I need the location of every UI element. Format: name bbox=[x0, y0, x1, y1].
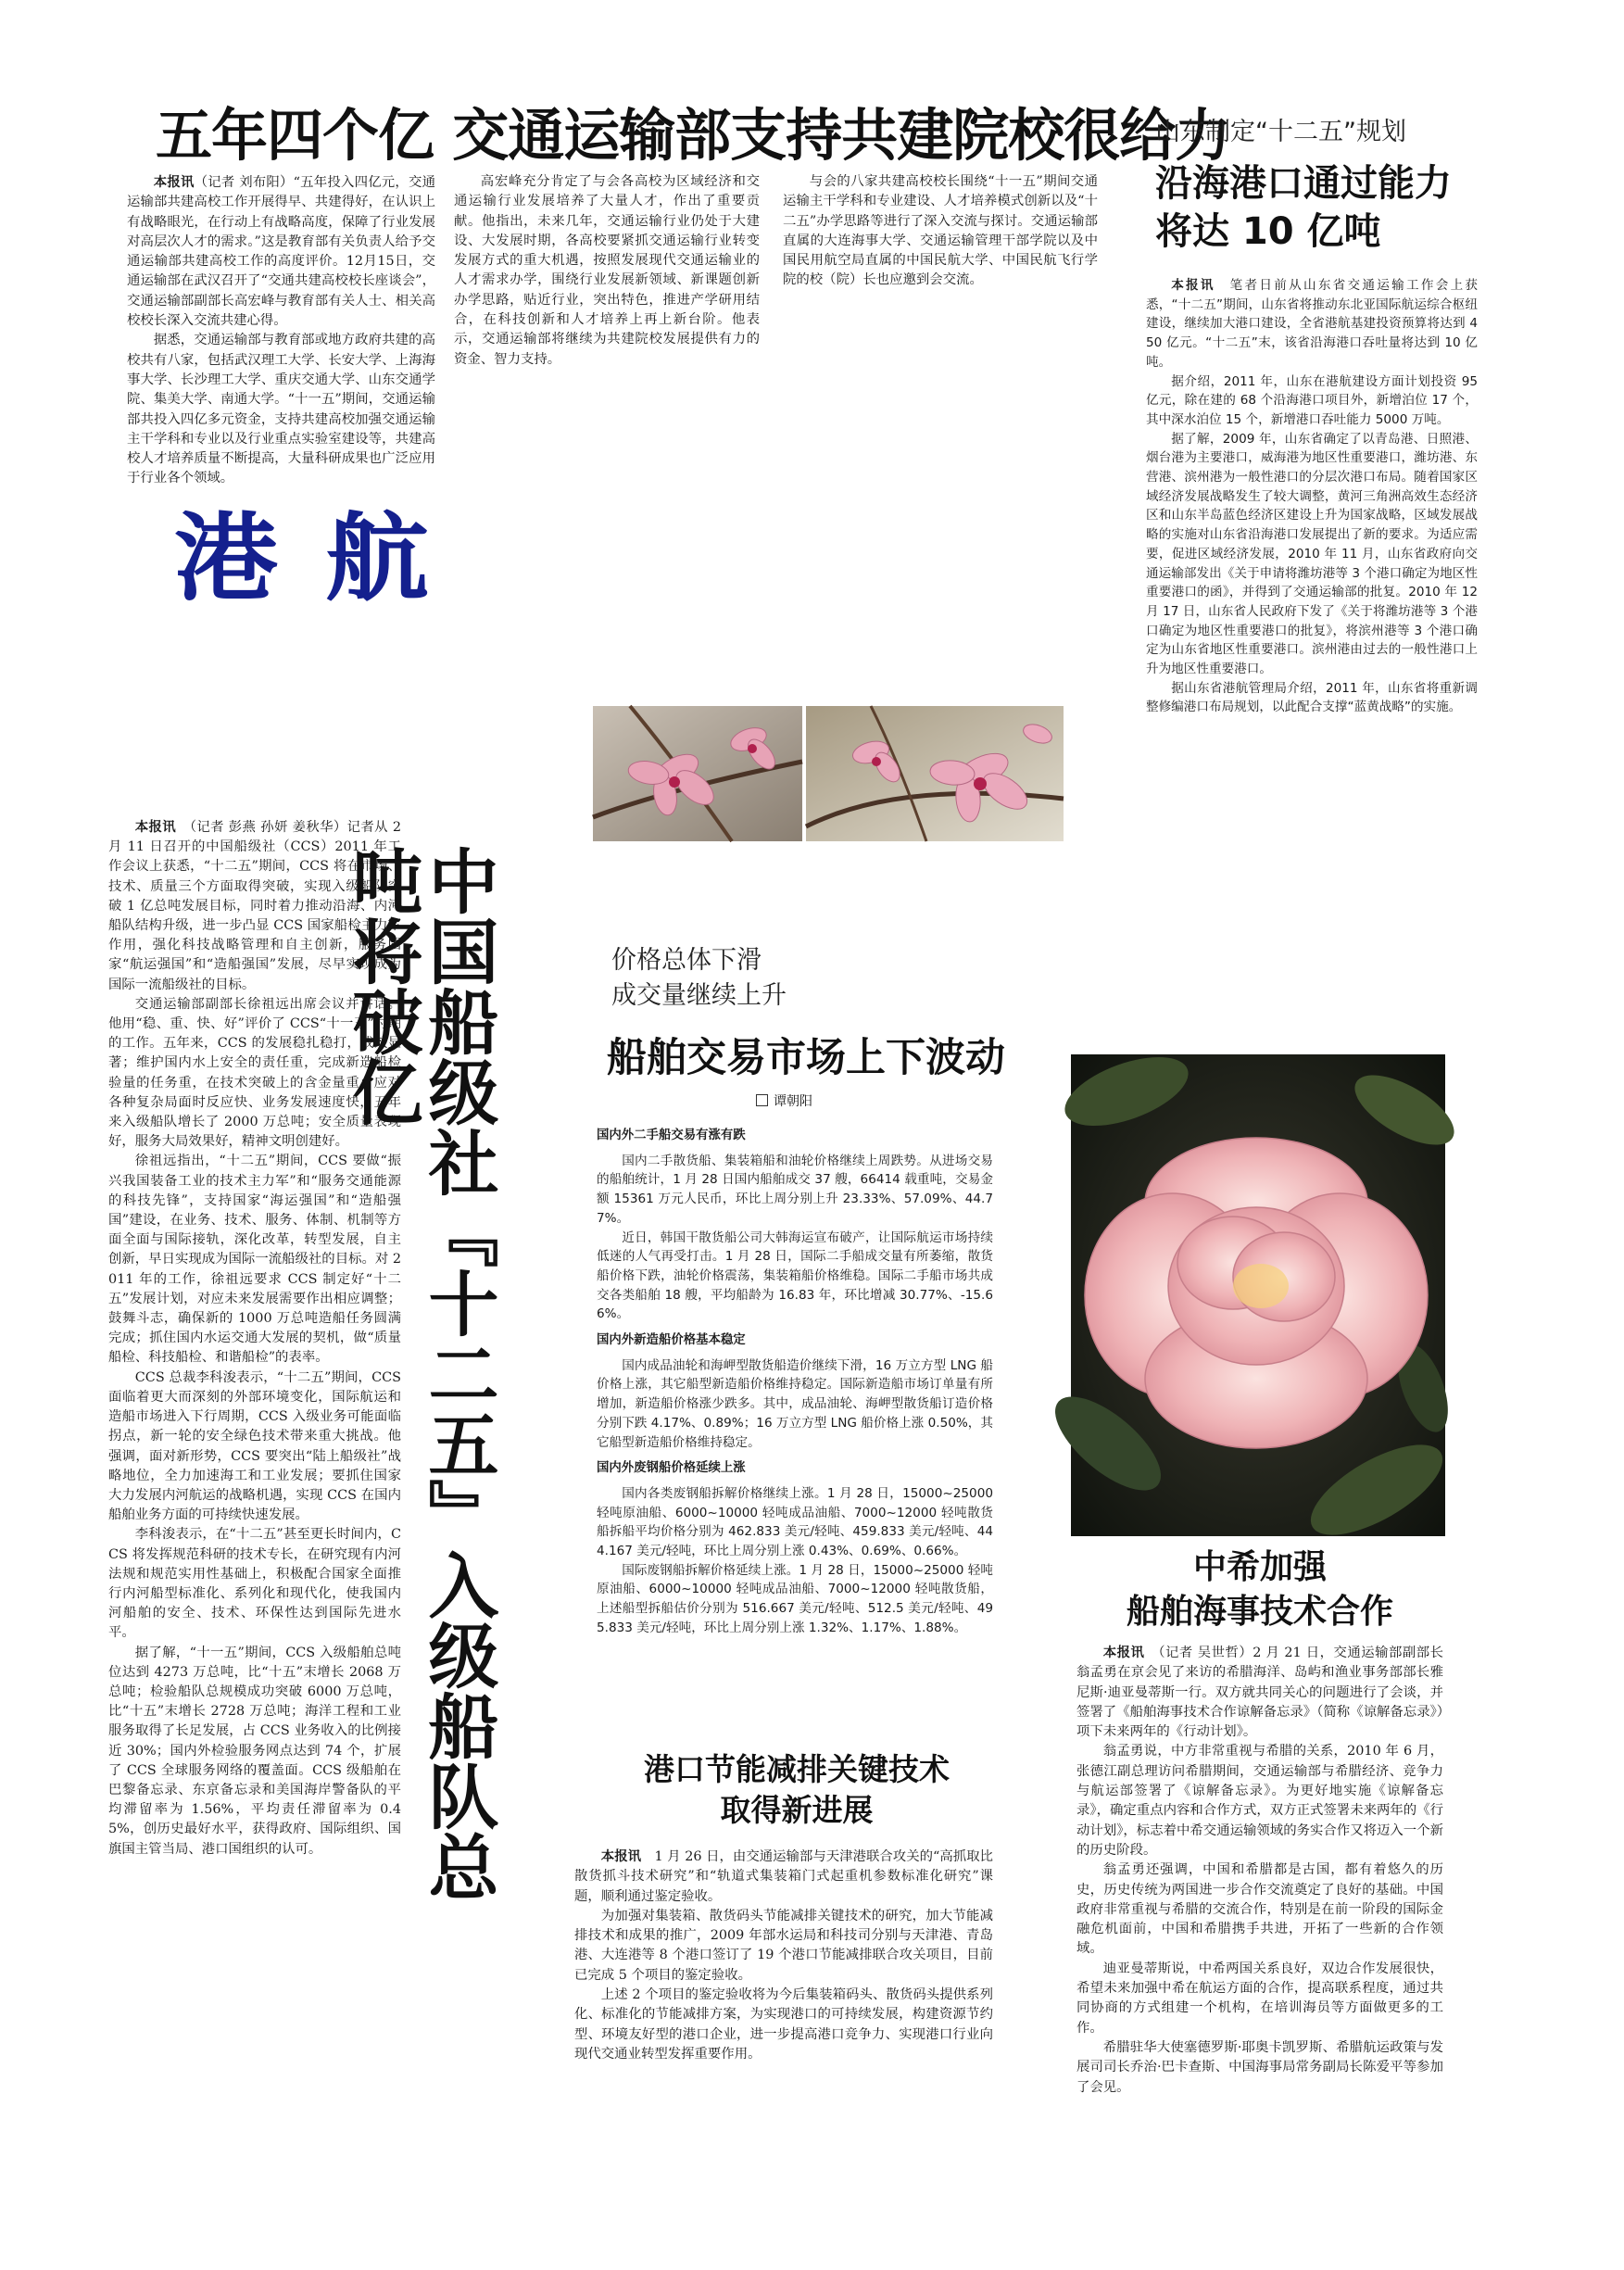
article2-paragraph-3: 据了解，2009 年，山东省确定了以青岛港、日照港、烟台港为主要港口，威海港为地区性重要港口，潍坊港、东营港、滨州港为一般性港口的分层次港口布局。随着国家区域经济发展战略发生了较大调整，黄河三角洲高效生态经济区和山东半岛蓝色经济区建设上升为国家战略，区域发展战略的实施对山东省沿海港口发展提出了新的要求。为适应需要，促进区域经济发展，2010 年 11 月，山东省政府向交通运输部发出《关于申请将潍坊港等 3 个港口确定为地区性重要港口的函》，并得到了交通运输部的批复。2010 年 12 月 17 日，山东省人民政府下发了《关于将潍坊港等 3 个港口确定为地区性重要港口的批复》，将滨州港等 3 个港口确定为山东省地区性重要港口。滨州港由过去的一般性港口上升为地区性重要港口。 bbox=[1146, 431, 1478, 677]
article4-author bbox=[756, 1091, 812, 1110]
article2-paragraph-2: 据介绍，2011 年，山东在港航建设方面计划投资 95 亿元，除在建的 68 个沿海港口项目外，新增泊位 17 个，其中深水泊位 15 个，新增港口吞吐能力 5000 万吨。 bbox=[1146, 373, 1478, 427]
article4-paragraph-2: 近日，韩国干散货船公司大韩海运宣布破产，让国际航运市场持续低迷的人气再受打击。1 月 28 日，国际二手船成交量有所萎缩，散货船价格下跌，油轮价格震荡，集装箱船价格维稳。国际二手船市场共成交各类船舶 18 艘，平均船龄为 16.83 年，环比增减 30.77%、-15.66%。 bbox=[597, 1230, 993, 1322]
camellia-illustration bbox=[1071, 1054, 1445, 1536]
article4-paragraph-3: 国内成品油轮和海岬型散货船造价继续下滑，16 万立方型 LNG 船价格上涨，其它船型新造船价格维持稳定。国际新造船市场订单量有所增加，新造船价格涨少跌多。其中，成品油轮、海岬型散货船订造价格分别下跌 4.17%、0.89%；16 万立方型 LNG 船价格上涨 0.50%，其它船型新造船价格维持稳定。 bbox=[597, 1357, 993, 1450]
article3-vertical-title: 中国船级社『十二五』入级船队总吨将破亿 bbox=[341, 845, 499, 1901]
article2-title bbox=[1155, 159, 1452, 256]
article4-subheading-2: 国内外新造船价格基本稳定 bbox=[597, 1333, 746, 1348]
article6-title-line-1: 中希加强 bbox=[1192, 1548, 1327, 1586]
article4-subheading-1: 国内外二手船交易有涨有跌 bbox=[597, 1129, 746, 1142]
article6-paragraph-4: 迪亚曼蒂斯说，中希两国关系良好，双边合作发展很快，希望未来加强中希在航运方面的合作，提高联系程度，通过共同协商的方式组建一个机构，在培训海员等方面做更多的工作。 bbox=[1076, 1961, 1443, 2036]
article5-title-line-1: 港口节能减排关键技术 bbox=[644, 1751, 950, 1787]
article5-body bbox=[574, 1847, 993, 2064]
byline-tag: 本报讯 bbox=[134, 819, 177, 835]
byline-tag: 本报讯 bbox=[1171, 278, 1215, 293]
article6-paragraph-5: 希腊驻华大使塞德罗斯·耶奥卡凯罗斯、希腊航运政策与发展司司长乔治·巴卡查斯、中国海事局常务副局长陈爱平等参加了会见。 bbox=[1076, 2039, 1443, 2095]
article1-paragraph-1: “五年投入四亿元，交通运输部共建高校工作开展得早、共建得好，在认识上有战略眼光，在行动上有战略高度，保障了行业发展对高层次人才的需求。”这是教育部有关负责人给予交通运输部共建高校工作的高度评价。12月15日，交通运输部在武汉召开了“交通共建高校校长座谈会”，交通运输部副部长高宏峰与教育部有关人士、相关高校校长深入交流共建心得。 bbox=[127, 175, 435, 329]
article1-col1 bbox=[127, 172, 435, 489]
article2-title-line-1: 沿海港口通过能力 bbox=[1155, 162, 1452, 205]
article1-paragraph-2: 据悉，交通运输部与教育部或地方政府共建的高校共有八家，包括武汉理工大学、长安大学、上海海事大学、长沙理工大学、重庆交通大学、山东交通学院、集美大学、南通大学。“十一五”期间，交通运输部共投入四亿多元资金，支持共建高校加强交通运输主干学科和专业以及行业重点实验室建设等，共建高校人才培养质量不断提高，大量科研成果也广泛应用于行业各个领域。 bbox=[127, 333, 435, 486]
article2-body bbox=[1146, 276, 1478, 717]
article2-paragraph-4: 据山东省港航管理局介绍，2011 年，山东省将重新调整修编港口布局规划，以此配合支撑“蓝黄战略”的实施。 bbox=[1146, 680, 1478, 715]
article6-paragraph-1: 2 月 21 日，交通运输部副部长翁孟勇在京会见了来访的希腊海洋、岛屿和渔业事务部部长雅尼斯·迪亚曼蒂斯一行。双方就共同关心的问题进行了会谈，并签署了《船舶海事技术合作谅解备忘录》（简称《谅解备忘录》）项下未来两年的《行动计划》。 bbox=[1076, 1646, 1443, 1740]
section-label: 港 航 bbox=[174, 503, 434, 614]
article6-body bbox=[1076, 1643, 1443, 2098]
article5-title bbox=[574, 1749, 1019, 1831]
byline-reporter: （记者 彭燕 孙妍 姜秋华） bbox=[189, 820, 347, 835]
plum-blossom-illustration bbox=[593, 706, 1064, 841]
article4-author-name: 谭朝阳 bbox=[774, 1094, 812, 1109]
article3-paragraph-4: CCS 总裁李科浚表示，“十二五”期间，CCS 面临着更大而深刻的外部环境变化，国际航运和造船市场进入下行周期，CCS 入级业务可能面临拐点，新一轮的安全绿色技术带来重大挑战。他强调，面对新形势，CCS 要突出“陆上船级社”战略地位，全力加速海工和工业发展；要抓住国家大力发展内河航运的战略机遇，实现 CCS 在国内船舶业务方面的可持续快速发展。 bbox=[108, 1369, 401, 1523]
article3-paragraph-6: 据了解，“十一五”期间，CCS 入级船舶总吨位达到 4273 万总吨，比“十五”末增长 2068 万总吨；检验船队总规模成功突破 6000 万总吨，比“十五”末增长 2728 万总吨；海洋工程和工业服务取得了长足发展，占 CCS 业务收入的比例接近 30%；国内外检验服务网点达到 74 个，扩展了 CCS 全球服务网络的覆盖面。CCS 级船舶在巴黎备忘录、东京备忘录和美国海岸警备队的平均滞留率为 1.56%，平均责任滞留率为 0.45%，创历史最好水平，获得政府、国际组织、国旗国主管当局、港口国组织的认可。 bbox=[108, 1645, 401, 1857]
article3-paragraph-1: 记者从 2 月 11 日召开的中国船级社（CCS）2011 年工作会议上获悉，“十二五”期间，CCS 将在市场、技术、质量三个方面取得突破，实现入级船队突破 1 亿总吨发展目标，同时着力推动沿海、内河船队结构升级，进一步凸显 CCS 国家船检主力军作用，强化科技战略管理和自主创新，服务国家“航运强国”和“造船强国”发展，尽早实现成为国际一流船级社的目标。 bbox=[108, 820, 401, 992]
article1-paragraph-3: 高宏峰充分肯定了与会各高校为区域经济和交通运输行业发展培养了大量人才，作出了重要贡献。他指出，未来几年，交通运输行业仍处于大建设、大发展时期，各高校要紧抓交通运输行业转变发展方式的重大机遇，按照发展现代交通运输业的人才需求办学，围绕行业发展新领域、新课题创新办学思路，贴近行业，突出特色，推进产学研用结合，在科技创新和人才培养上再上新台阶。他表示，交通运输部将继续为共建院校发展提供有力的资金、智力支持。 bbox=[454, 174, 760, 367]
article5-paragraph-2: 为加强对集装箱、散货码头节能减排关键技术的研究，加大节能减排技术和成果的推广，2009 年部水运局和科技司分别与天津港、青岛港、大连港等 8 个港口签订了 19 个港口节能减排联合攻关项目，目前已完成 5 个项目的鉴定验收。 bbox=[574, 1908, 993, 1983]
article3-paragraph-5: 李科浚表示，在“十二五”甚至更长时间内，CCS 将发挥规范科研的技术专长，在研究现有内河法规和规范实用性基础上，积极配合国家全面推行内河船型标准化、系列化和现代化，使我国内河船舶的安全、技术、环保性达到国际先进水平。 bbox=[108, 1527, 401, 1641]
article4-body bbox=[597, 1119, 993, 1638]
article1-col3 bbox=[783, 172, 1098, 291]
article4-title: 船舶交易市场上下波动 bbox=[607, 1035, 1005, 1081]
article4-paragraph-4: 国内各类废钢船拆解价格继续上涨。1 月 28 日，15000~25000 轻吨原油船、6000~10000 轻吨成品油船、7000~12000 轻吨散货船拆船平均价格分别为 462.833 美元/轻吨、459.833 美元/轻吨、444.167 美元/轻吨，环比上周分别上涨 0.43%、0.69%、0.66%。 bbox=[597, 1485, 993, 1559]
camellia-photo bbox=[1071, 1054, 1445, 1536]
article1-col2 bbox=[454, 172, 760, 370]
article4-kicker bbox=[611, 943, 787, 1014]
article1-title: 五年四个亿 交通运输部支持共建院校很给力 bbox=[156, 103, 1231, 169]
byline-tag: 本报讯 bbox=[153, 174, 195, 190]
byline-tag: 本报讯 bbox=[1102, 1645, 1145, 1660]
byline-square-icon bbox=[756, 1094, 768, 1106]
article5-paragraph-3: 上述 2 个项目的鉴定验收将为今后集装箱码头、散货码头提供系列化、标准化的节能减排方案，为实现港口的可持续发展，构建资源节约型、环境友好型的港口企业，进一步提高港口竞争力、实现港口行业向现代交通业转型发挥重要作用。 bbox=[574, 1987, 993, 2062]
article6-paragraph-2: 翁孟勇说，中方非常重视与希腊的关系，2010 年 6 月，张德江副总理访问希腊期间，交通运输部与希腊经济、竞争力与航运部签署了《谅解备忘录》。为更好地实施《谅解备忘录》，确定重点内容和合作方式，双方正式签署未来两年的《行动计划》，标志着中希交通运输领域的务实合作又将迈入一个新的历史阶段。 bbox=[1076, 1744, 1443, 1858]
article4-kicker-line-1: 价格总体下滑 bbox=[611, 946, 762, 975]
article6-title-line-2: 船舶海事技术合作 bbox=[1126, 1593, 1393, 1631]
article3-paragraph-2: 交通运输部副部长徐祖远出席会议并讲话。他用“稳、重、快、好”评价了 CCS“十一五”时期的工作。五年来，CCS 的发展稳扎稳打，成效显著；维护国内水上安全的责任重，完成新造船检验量的任务重，在技术突破上的含金量重；应对各种复杂局面时反应快、业务发展速度快，五年来入级船队增长了 2000 万总吨；安全质量表现好，服务大局效果好，精神文明创建好。 bbox=[108, 996, 401, 1150]
article5-title-line-2: 取得新进展 bbox=[720, 1792, 874, 1828]
article1-paragraph-4: 与会的八家共建高校校长围绕“十一五”期间交通运输主干学科和专业建设、人才培养模式创新以及“十二五”办学思路等进行了深入交流与探讨。交通运输部直属的大连海事大学、交通运输管理干部学院以及中国民用航空局直属的中国民航大学、中国民航飞行学院的校（院）长也应邀到会交流。 bbox=[783, 174, 1098, 288]
article4-paragraph-1: 国内二手散货船、集装箱船和油轮价格继续上周跌势。从进场交易的船舶统计，1 月 28 日国内船舶成交 37 艘，66414 载重吨，交易金额 15361 万元人民币，环比上周分别上升 23.33%、57.09%、44.77%。 bbox=[597, 1153, 993, 1226]
article6-title bbox=[1075, 1545, 1445, 1634]
article2-kicker: 山东制定“十二五”规划 bbox=[1155, 118, 1406, 146]
article4-paragraph-5: 国际废钢船拆解价格延续上涨。1 月 28 日，15000~25000 轻吨原油船、6000~10000 轻吨成品油船、7000~12000 轻吨散货船，上述船型拆船估价分别为 516.667 美元/轻吨、512.5 美元/轻吨、495.833 美元/轻吨，环比上周分别上涨 1.32%、1.17%、1.88%。 bbox=[597, 1562, 993, 1635]
article2-title-line-2: 将达 10 亿吨 bbox=[1155, 210, 1381, 253]
article6-paragraph-3: 翁孟勇还强调，中国和希腊都是古国，都有着悠久的历史，历史传统为两国进一步合作交流奠定了良好的基础。中国政府非常重视与希腊的交流合作，特别是在前一阶段的国际金融危机面前，中国和希腊携手共进，开拓了一些新的合作领域。 bbox=[1076, 1862, 1443, 1957]
plum-blossom-photo bbox=[593, 706, 1064, 841]
article2-paragraph-1: 笔者日前从山东省交通运输工作会上获悉，“十二五”期间，山东省将推动东北亚国际航运综合枢纽建设，继续加大港口建设，全省港航基建投资预算将达到 450 亿元。“十二五”末，该省沿海港口吞吐量将达到 10 亿吨。 bbox=[1146, 278, 1479, 370]
byline-reporter: （记者 刘布阳） bbox=[194, 175, 294, 190]
article4-kicker-line-2: 成交量继续上升 bbox=[611, 981, 787, 1010]
article4-subheading-3: 国内外废钢船价格延续上涨 bbox=[597, 1461, 746, 1476]
article3-paragraph-3: 徐祖远指出，“十二五”期间，CCS 要做“振兴我国装备工业的技术主力军”和“服务交通能源的科技先锋”，支持国家“海运强国”和“造船强国”建设，在业务、技术、服务、体制、机制等方面全面与国际接轨，深化改革，转型发展，自主创新，早日实现成为国际一流船级社的目标。对 2011 年的工作，徐祖远要求 CCS 制定好“十二五”发展计划，对应未来发展需要作出相应调整；鼓舞斗志，确保新的 1000 万总吨造船任务圆满完成；抓住国内水运交通大发展的契机，做“质量船检、科技船检、和谐船检”的表率。 bbox=[108, 1154, 401, 1366]
byline-reporter: （记者 吴世哲） bbox=[1158, 1646, 1253, 1660]
byline-tag: 本报讯 bbox=[600, 1848, 642, 1864]
article5-paragraph-1: 1 月 26 日，由交通运输部与天津港联合攻关的“高抓取比散货抓斗技术研究”和“轨道式集装箱门式起重机参数标准化研究”课题，顺利通过鉴定验收。 bbox=[574, 1849, 993, 1904]
